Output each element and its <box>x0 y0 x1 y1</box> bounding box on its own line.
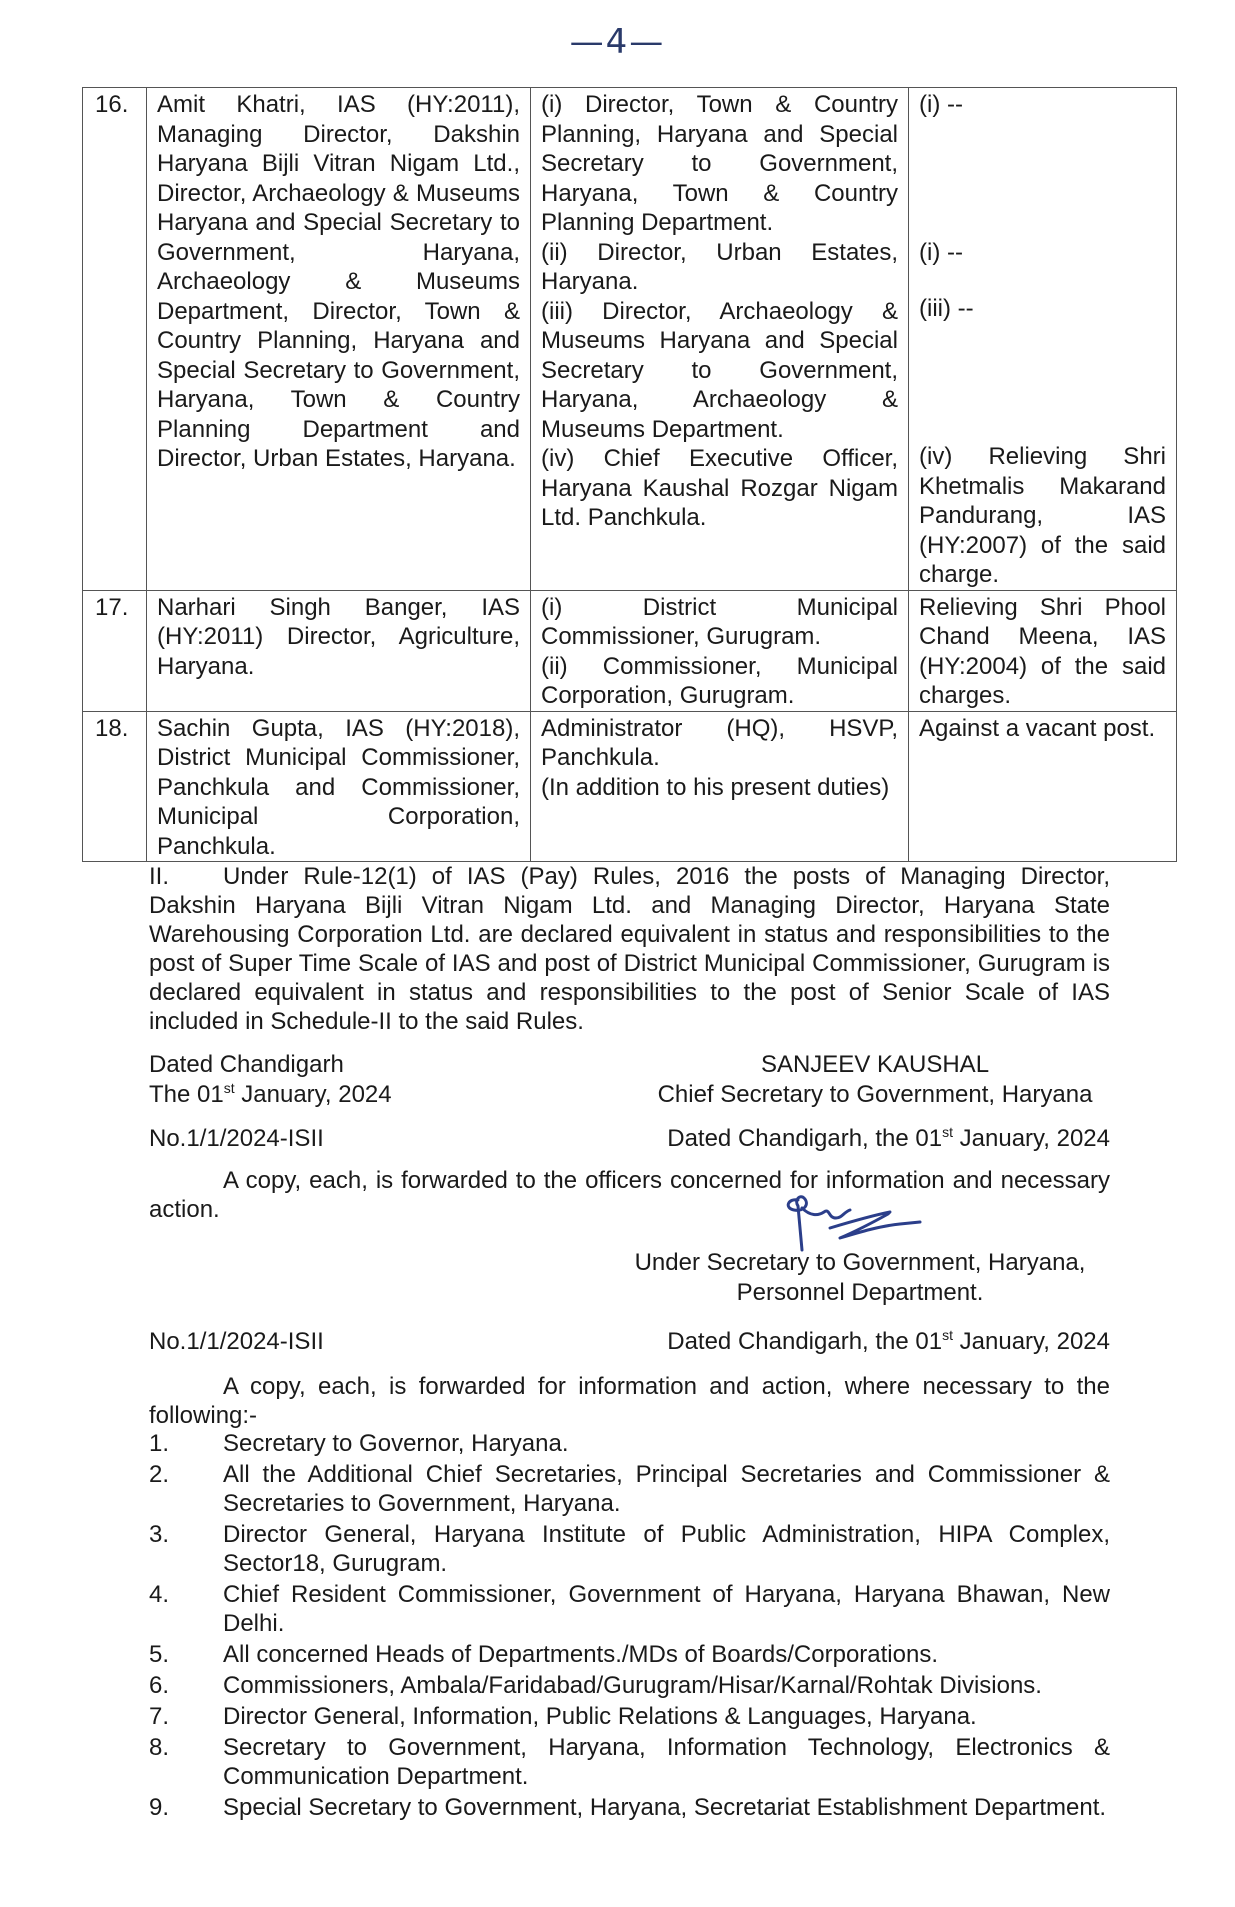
posting-item: (In addition to his present duties) <box>541 773 890 801</box>
signer-line-1: Under Secretary to Government, Haryana, <box>634 1249 1086 1276</box>
list-item-number: 6. <box>149 1672 170 1699</box>
list-item-text: All the Additional Chief Secretaries, Principal Secretaries and Commissioner & Secretaries to Government, Haryana. <box>223 1461 1110 1517</box>
list-item-text: Chief Resident Commissioner, Government of Haryana, Haryana Bhawan, New Delhi. <box>223 1581 1110 1637</box>
remark-item: (iii) -- <box>919 295 974 322</box>
list-item-number: 2. <box>149 1461 170 1488</box>
distribution-list <box>149 1429 1110 1824</box>
endorsement-1-signer <box>620 1248 1100 1308</box>
posting-details <box>531 590 909 711</box>
remarks <box>909 590 1177 711</box>
list-item <box>149 1460 1110 1518</box>
list-item-number: 3. <box>149 1521 170 1548</box>
list-item-number: 1. <box>149 1430 170 1457</box>
dated-date-suffix: January, 2024 <box>234 1081 392 1108</box>
list-item-text: Special Secretary to Government, Haryana, Secretariat Establishment Department. <box>223 1794 1107 1821</box>
serial-number: 16. <box>83 88 147 591</box>
posting-item: (iii) Director, Archaeology & Museums Haryana and Special Secretary to Government, Haryana, Archaeology & Museums Department. <box>541 297 898 443</box>
posting-item: (iv) Chief Executive Officer, Haryana Kaushal Rozgar Nigam Ltd. Panchkula. <box>541 445 898 531</box>
posting-item: (ii) Commissioner, Municipal Corporation, Gurugram. <box>541 652 898 709</box>
list-item <box>149 1429 1110 1458</box>
signer-line-2: Personnel Department. <box>736 1279 984 1306</box>
list-item-number: 7. <box>149 1703 170 1730</box>
list-item <box>149 1520 1110 1578</box>
dated-place: Dated Chandigarh <box>149 1051 344 1078</box>
signatory-name: SANJEEV KAUSHAL <box>760 1051 990 1078</box>
signatory-block <box>640 1050 1110 1110</box>
endorsement-2-date-sup: st <box>942 1327 953 1343</box>
remarks <box>909 88 1177 591</box>
para-ii-text: Under Rule-12(1) of IAS (Pay) Rules, 2016 the posts of Managing Director, Dakshin Haryana Bijli Vitran Nigam Ltd. and Managing Director, Haryana State Warehousing Corporation Ltd. are declared equivalent in status and responsibilities to the post of Super Time Scale of IAS and post of District Municipal Commissioner, Gurugram is declared equivalent in status and responsibilities to the post of Senior Scale of IAS included in Schedule-II to the said Rules. <box>149 863 1110 1035</box>
posting-details <box>531 88 909 591</box>
list-item <box>149 1671 1110 1700</box>
remark-item: Against a vacant post. <box>919 714 1156 742</box>
remark-item: (i) -- <box>919 239 963 266</box>
endorsement-2-date-suffix: January, 2024 <box>953 1328 1110 1355</box>
remark-item: Relieving Shri Phool Chand Meena, IAS (HY:2004) of the said charges. <box>919 593 1166 709</box>
endorsement-2-text <box>149 1372 1110 1430</box>
endorsement-2-date-prefix: Dated Chandigarh, the 01 <box>667 1328 943 1355</box>
page-number: —4— <box>569 22 666 62</box>
signatory-designation: Chief Secretary to Government, Haryana <box>657 1081 1093 1108</box>
para-ii-label: II. <box>149 863 170 890</box>
list-item-number: 8. <box>149 1734 170 1761</box>
officer-details: Sachin Gupta, IAS (HY:2018), District Municipal Commissioner, Panchkula and Commissioner, Municipal Corporation, Panchkula. <box>147 711 531 862</box>
list-item-text: All concerned Heads of Departments./MDs of Boards/Corporations. <box>223 1641 938 1668</box>
list-item-number: 9. <box>149 1794 170 1821</box>
posting-orders-table <box>82 87 1177 862</box>
posting-item: (i) Director, Town & Country Planning, Haryana and Special Secretary to Government, Haryana, Town & Country Planning Department. <box>541 91 898 236</box>
list-item-text: Commissioners, Ambala/Faridabad/Gurugram/Hisar/Karnal/Rohtak Divisions. <box>223 1672 1042 1699</box>
endorsement-1-date-prefix: Dated Chandigarh, the 01 <box>667 1125 943 1152</box>
table-row <box>83 711 1177 862</box>
table-row <box>83 590 1177 711</box>
endorsement-1-body: A copy, each, is forwarded to the officers concerned for information and necessary action. <box>149 1167 1110 1223</box>
list-item <box>149 1702 1110 1731</box>
para-ii <box>149 862 1110 1036</box>
dated-date <box>149 1080 392 1109</box>
serial-number: 17. <box>83 590 147 711</box>
dated-date-sup: st <box>223 1080 235 1096</box>
posting-item: (i) District Municipal Commissioner, Gurugram. <box>541 593 898 650</box>
serial-number: 18. <box>83 711 147 862</box>
list-item-text: Secretary to Governor, Haryana. <box>223 1430 569 1457</box>
list-item <box>149 1640 1110 1669</box>
endorsement-1-date-suffix: January, 2024 <box>953 1125 1110 1152</box>
officer-details: Amit Khatri, IAS (HY:2011), Managing Director, Dakshin Haryana Bijli Vitran Nigam Ltd., Director, Archaeology & Museums Haryana and Special Secretary to Government, Haryana, Archaeology & Museums Department, Director, Town & Country Planning, Haryana and Special Secretary to Government, Haryana, Town & Country Planning Department and Director, Urban Estates, Haryana. <box>147 88 531 591</box>
list-item-number: 4. <box>149 1581 170 1608</box>
remark-item: (iv) Relieving Shri Khetmalis Makarand Pandurang, IAS (HY:2007) of the said charge. <box>919 443 1166 588</box>
endorsement-2-date <box>667 1327 1110 1356</box>
dated-date-prefix: The 01 <box>149 1081 224 1108</box>
endorsement-1-date <box>667 1124 1110 1153</box>
posting-item: (ii) Director, Urban Estates, Haryana. <box>541 238 898 295</box>
list-item-text: Secretary to Government, Haryana, Information Technology, Electronics & Communication Department. <box>223 1734 1110 1790</box>
list-item-text: Director General, Haryana Institute of Public Administration, HIPA Complex, Sector18, Gurugram. <box>223 1521 1110 1577</box>
list-item <box>149 1793 1110 1822</box>
posting-item: Administrator (HQ), HSVP, Panchkula. <box>541 714 898 771</box>
list-item-text: Director General, Information, Public Relations & Languages, Haryana. <box>223 1703 977 1730</box>
endorsement-1-date-sup: st <box>942 1124 953 1140</box>
list-item <box>149 1733 1110 1791</box>
officer-details: Narhari Singh Banger, IAS (HY:2011) Director, Agriculture, Haryana. <box>147 590 531 711</box>
endorsement-2-body: A copy, each, is forwarded for information and action, where necessary to the following:- <box>149 1373 1110 1429</box>
list-item-number: 5. <box>149 1641 170 1668</box>
posting-details <box>531 711 909 862</box>
list-item <box>149 1580 1110 1638</box>
remark-item: (i) -- <box>919 91 963 118</box>
remarks <box>909 711 1177 862</box>
table-row <box>83 88 1177 591</box>
endorsement-1-number: No.1/1/2024-ISII <box>149 1125 324 1152</box>
endorsement-2-number: No.1/1/2024-ISII <box>149 1328 324 1355</box>
